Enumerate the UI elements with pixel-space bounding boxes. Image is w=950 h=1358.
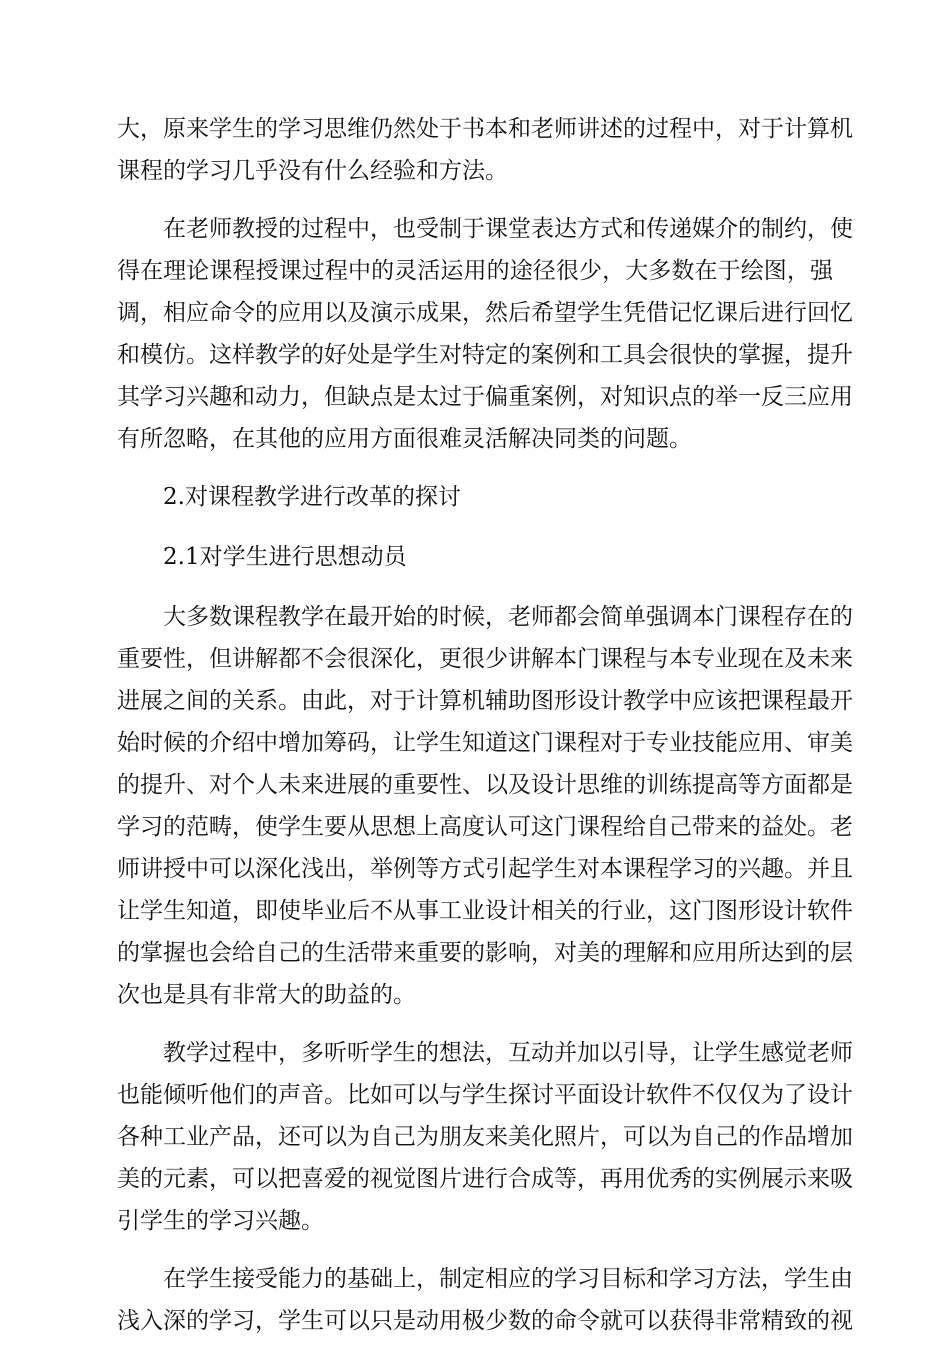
text-line: 大，原来学生的学习思维仍然处于书本和老师讲述的过程中，对于计算机 — [117, 116, 853, 142]
text-line: 在学生接受能力的基础上，制定相应的学习目标和学习方法，学生由 — [163, 1266, 853, 1292]
text-line: 各种工业产品，还可以为自己为朋友来美化照片，可以为自己的作品增加 — [117, 1124, 853, 1150]
subsection-heading — [117, 536, 833, 578]
text-line: 重要性，但讲解都不会很深化，更很少讲解本门课程与本专业现在及未来 — [117, 646, 853, 672]
text-line: 的提升、对个人未来进展的重要性、以及设计思维的训练提高等方面都是 — [117, 772, 853, 798]
document-page — [117, 108, 853, 1358]
text-line: 有所忽略，在其他的应用方面很难灵活解决同类的问题。 — [117, 426, 692, 452]
text-line: 的掌握也会给自己的生活带来重要的影响，对美的理解和应用所达到的层 — [117, 940, 853, 966]
paragraph — [117, 1258, 853, 1342]
text-line: 和模仿。这样教学的好处是学生对特定的案例和工具会很快的掌握，提升 — [117, 342, 853, 368]
subsection-heading-text: 2.1对学生进行思想动员 — [163, 544, 407, 570]
paragraph — [117, 108, 853, 192]
text-line: 教学过程中，多听听学生的想法，互动并加以引导，让学生感觉老师 — [163, 1040, 853, 1066]
text-line: 美的元素，可以把喜爱的视觉图片进行合成等，再用优秀的实例展示来吸 — [117, 1166, 853, 1192]
text-line: 其学习兴趣和动力，但缺点是太过于偏重案例，对知识点的举一反三应用 — [117, 384, 853, 410]
paragraph — [117, 596, 853, 1016]
paragraph — [117, 1032, 853, 1242]
text-line: 课程的学习几乎没有什么经验和方法。 — [117, 158, 508, 184]
text-line: 引学生的学习兴趣。 — [117, 1208, 324, 1234]
text-line: 学习的范畴，使学生要从思想上高度认可这门课程给自己带来的益处。老 — [117, 814, 853, 840]
text-line: 在老师教授的过程中，也受制于课堂表达方式和传递媒介的制约，使 — [163, 216, 853, 242]
text-line: 浅入深的学习，学生可以只是动用极少数的命令就可以获得非常精致的视 — [117, 1308, 853, 1334]
text-line: 大多数课程教学在最开始的时候，老师都会简单强调本门课程存在的 — [163, 604, 853, 630]
text-line: 次也是具有非常大的助益的。 — [117, 982, 416, 1008]
text-line: 始时候的介绍中增加筹码，让学生知道这门课程对于专业技能应用、审美 — [117, 730, 853, 756]
text-line: 师讲授中可以深化浅出，举例等方式引起学生对本课程学习的兴趣。并且 — [117, 856, 853, 882]
section-heading — [117, 476, 833, 518]
text-line: 让学生知道，即使毕业后不从事工业设计相关的行业，这门图形设计软件 — [117, 898, 853, 924]
text-line: 得在理论课程授课过程中的灵活运用的途径很少，大多数在于绘图，强 — [117, 258, 833, 284]
text-line: 调，相应命令的应用以及演示成果，然后希望学生凭借记忆课后进行回忆 — [117, 300, 853, 326]
section-heading-text: 2.对课程教学进行改革的探讨 — [163, 484, 461, 510]
text-line: 也能倾听他们的声音。比如可以与学生探讨平面设计软件不仅仅为了设计 — [117, 1082, 853, 1108]
paragraph — [117, 208, 853, 460]
text-line: 进展之间的关系。由此，对于计算机辅助图形设计教学中应该把课程最开 — [117, 688, 853, 714]
